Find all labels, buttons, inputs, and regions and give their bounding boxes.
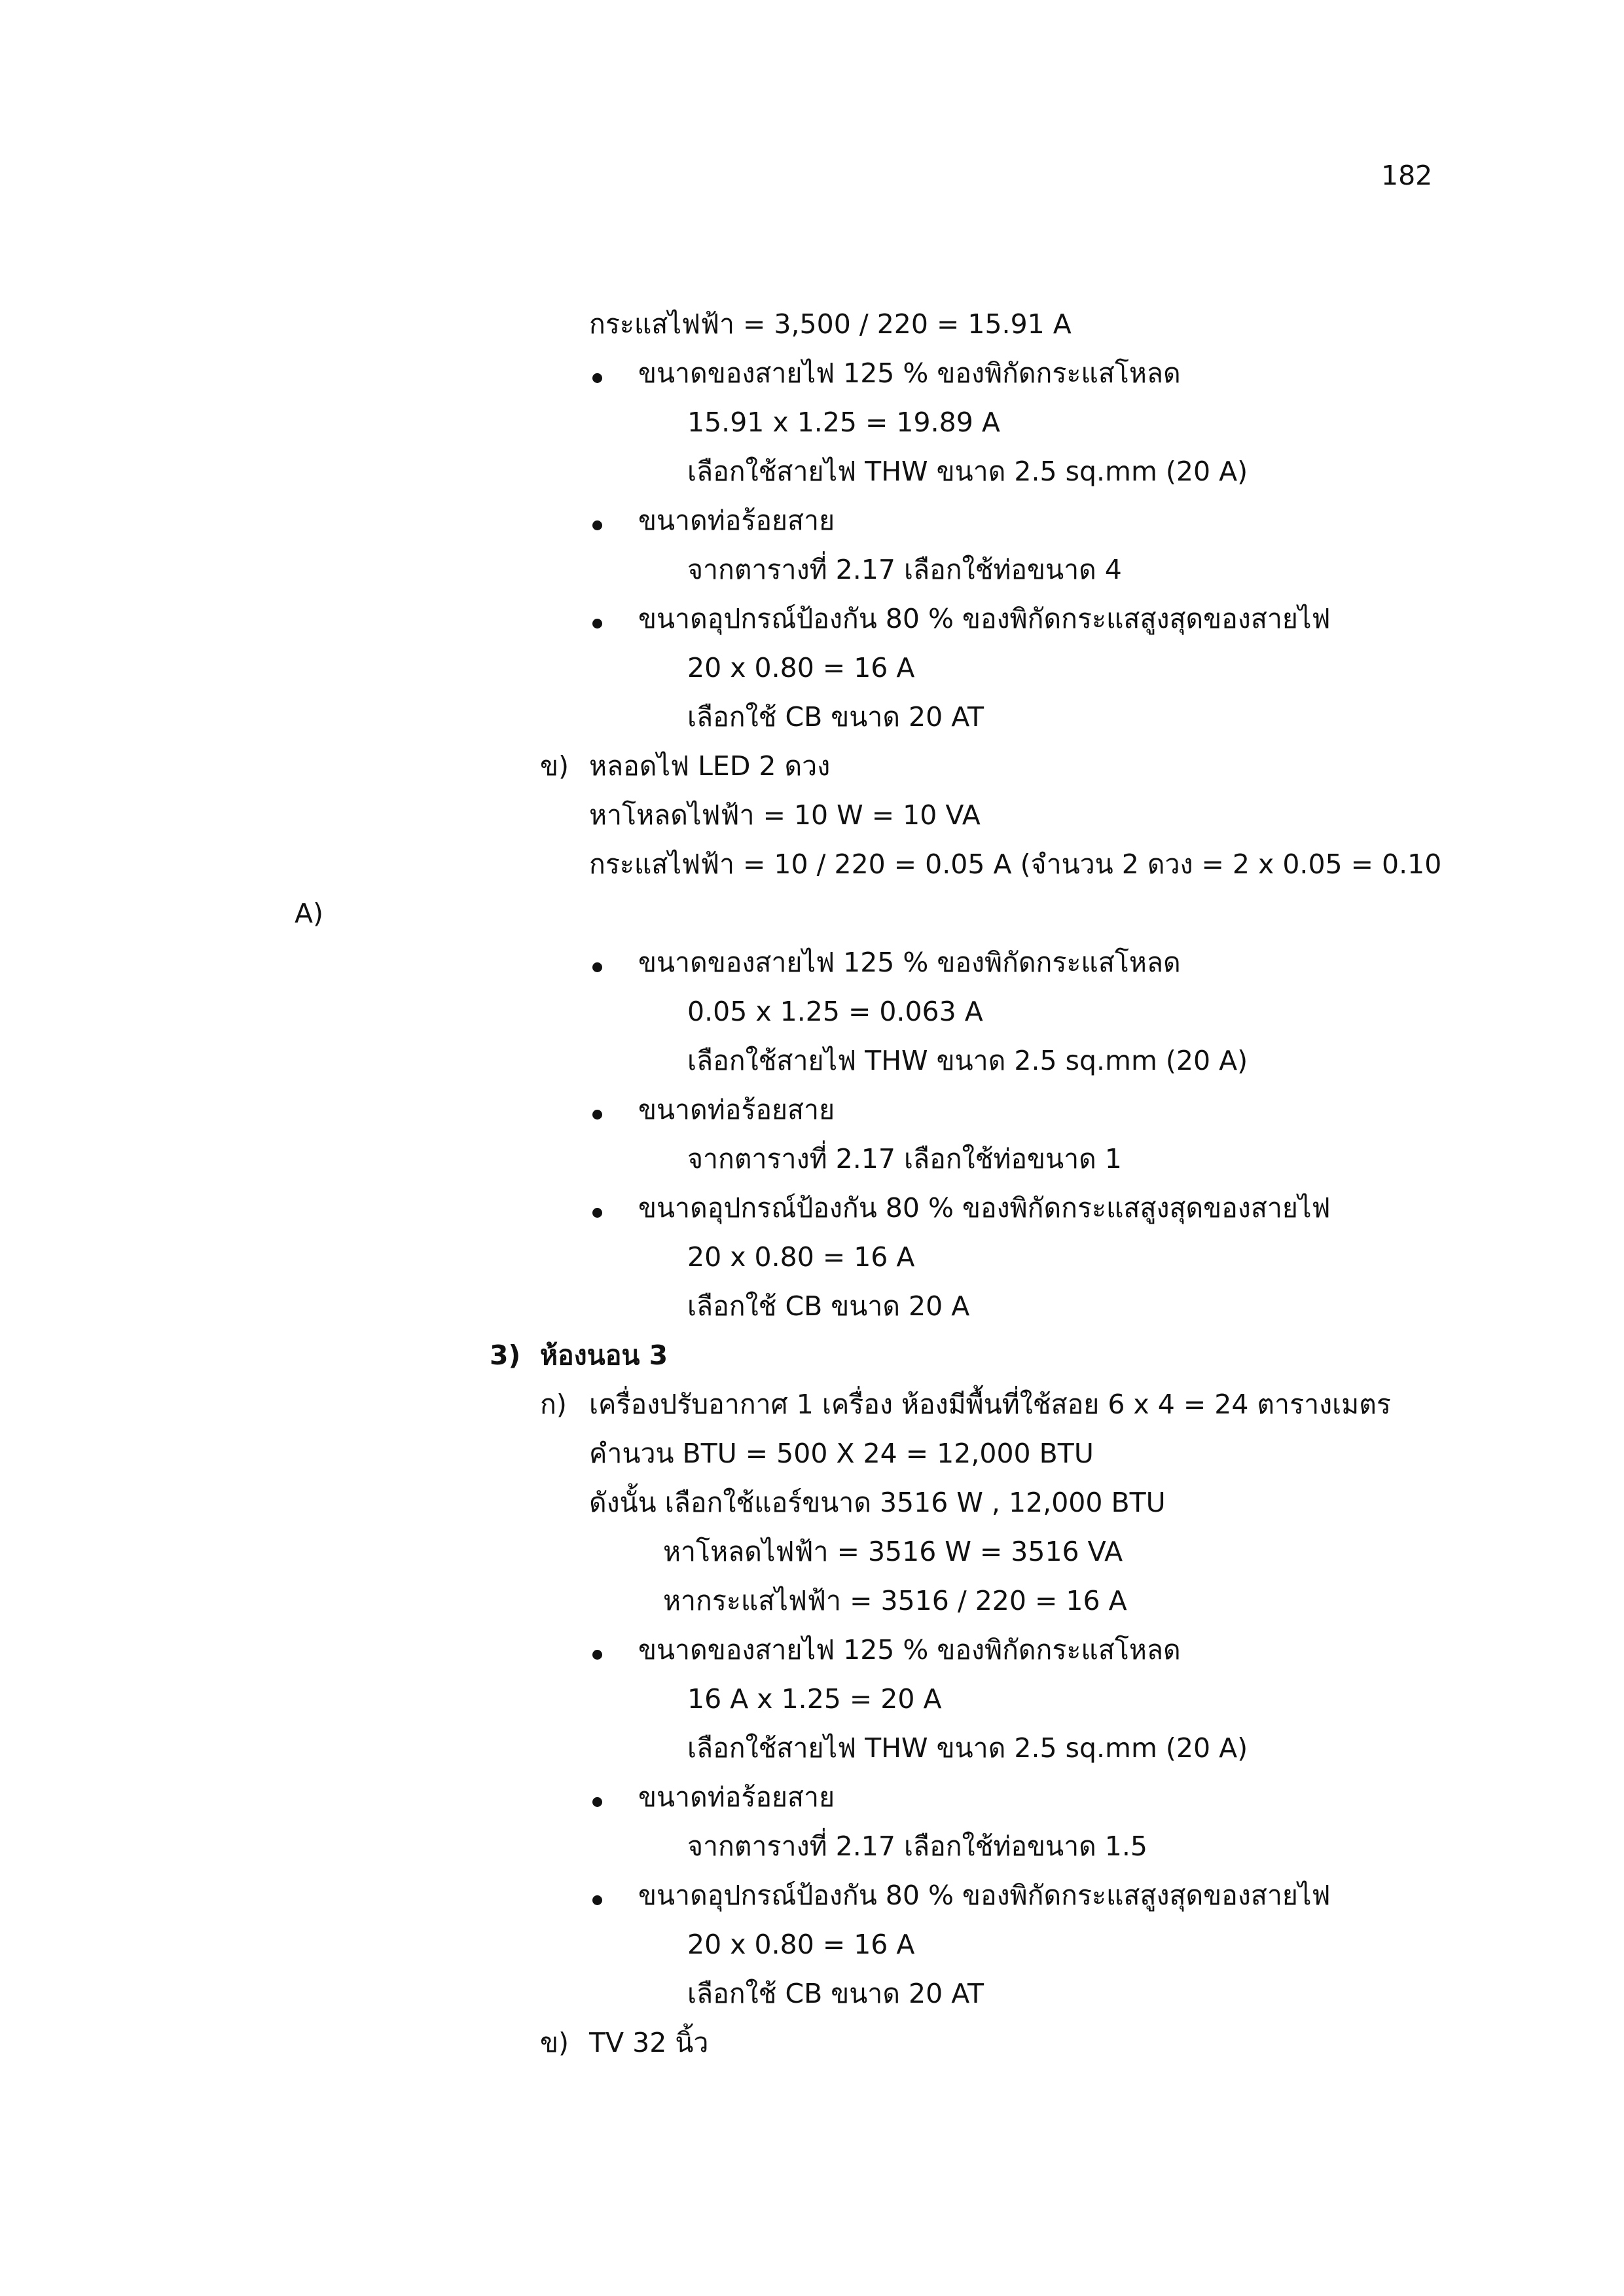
text-line: หาโหลดไฟฟ้า = 3516 W = 3516 VA xyxy=(663,1536,1123,1567)
item-heading: TV 32 นิ้ว xyxy=(589,2027,709,2058)
text-line: ขนาดท่อร้อยสาย xyxy=(638,1094,835,1125)
text-line: ขนาดอุปกรณ์ป้องกัน 80 % ของพิกัดกระแสสูงสุดของสายไฟ xyxy=(638,603,1331,634)
bullet-icon xyxy=(592,1110,602,1120)
text-line: ขนาดของสายไฟ 125 % ของพิกัดกระแสโหลด xyxy=(638,1634,1181,1666)
text-line: A) xyxy=(295,898,324,929)
text-line: จากตารางที่ 2.17 เลือกใช้ท่อขนาด 1.5 xyxy=(687,1831,1147,1862)
text-line: เลือกใช้สายไฟ THW ขนาด 2.5 sq.mm (20 A) xyxy=(687,1732,1248,1764)
text-line: ขนาดท่อร้อยสาย xyxy=(638,505,835,536)
item-marker: ข) xyxy=(540,750,569,782)
text-line: 16 A x 1.25 = 20 A xyxy=(687,1683,942,1715)
text-line: 20 x 0.80 = 16 A xyxy=(687,652,915,683)
text-line: เลือกใช้ CB ขนาด 20 AT xyxy=(687,1978,984,2009)
text-line: กระแสไฟฟ้า = 10 / 220 = 0.05 A (จำนวน 2 ดวง = 2 x 0.05 = 0.10 xyxy=(589,848,1442,880)
text-line: 20 x 0.80 = 16 A xyxy=(687,1929,915,1960)
item-heading: เครื่องปรับอากาศ 1 เครื่อง ห้องมีพื้นที่ใช้สอย 6 x 4 = 24 ตารางเมตร xyxy=(589,1389,1391,1420)
text-line: คำนวน BTU = 500 X 24 = 12,000 BTU xyxy=(589,1438,1094,1469)
text-line: เลือกใช้ CB ขนาด 20 AT xyxy=(687,701,984,733)
bullet-icon xyxy=(592,1797,602,1807)
text-line: หาโหลดไฟฟ้า = 10 W = 10 VA xyxy=(589,799,981,831)
item-heading: หลอดไฟ LED 2 ดวง xyxy=(589,750,831,782)
text-line: ขนาดท่อร้อยสาย xyxy=(638,1781,835,1813)
text-line: เลือกใช้สายไฟ THW ขนาด 2.5 sq.mm (20 A) xyxy=(687,456,1248,487)
bullet-icon xyxy=(592,373,602,383)
bullet-icon xyxy=(592,619,602,629)
text-line: หากระแสไฟฟ้า = 3516 / 220 = 16 A xyxy=(663,1585,1127,1616)
section-heading: ห้องนอน 3 xyxy=(540,1339,668,1371)
item-marker: ก) xyxy=(540,1389,567,1420)
bullet-icon xyxy=(592,1208,602,1218)
item-marker: ข) xyxy=(540,2027,569,2058)
text-line: 20 x 0.80 = 16 A xyxy=(687,1241,915,1273)
text-line: ขนาดอุปกรณ์ป้องกัน 80 % ของพิกัดกระแสสูงสุดของสายไฟ xyxy=(638,1192,1331,1224)
section-number: 3) xyxy=(490,1339,521,1371)
bullet-icon xyxy=(592,520,602,530)
text-line: จากตารางที่ 2.17 เลือกใช้ท่อขนาด 1 xyxy=(687,1143,1122,1175)
text-line: เลือกใช้สายไฟ THW ขนาด 2.5 sq.mm (20 A) xyxy=(687,1045,1248,1076)
text-line: 15.91 x 1.25 = 19.89 A xyxy=(687,407,1000,438)
text-line: ขนาดของสายไฟ 125 % ของพิกัดกระแสโหลด xyxy=(638,357,1181,389)
text-line: 0.05 x 1.25 = 0.063 A xyxy=(687,996,983,1027)
text-line: ขนาดอุปกรณ์ป้องกัน 80 % ของพิกัดกระแสสูงสุดของสายไฟ xyxy=(638,1880,1331,1911)
bullet-icon xyxy=(592,962,602,972)
text-line: เลือกใช้ CB ขนาด 20 A xyxy=(687,1290,970,1322)
text-line: ขนาดของสายไฟ 125 % ของพิกัดกระแสโหลด xyxy=(638,947,1181,978)
bullet-icon xyxy=(592,1895,602,1905)
text-line: กระแสไฟฟ้า = 3,500 / 220 = 15.91 A xyxy=(589,308,1072,340)
text-line: ดังนั้น เลือกใช้แอร์ขนาด 3516 W , 12,000 BTU xyxy=(589,1487,1166,1518)
bullet-icon xyxy=(592,1650,602,1660)
text-line: จากตารางที่ 2.17 เลือกใช้ท่อขนาด 4 xyxy=(687,554,1122,585)
page-number: 182 xyxy=(1381,160,1433,191)
